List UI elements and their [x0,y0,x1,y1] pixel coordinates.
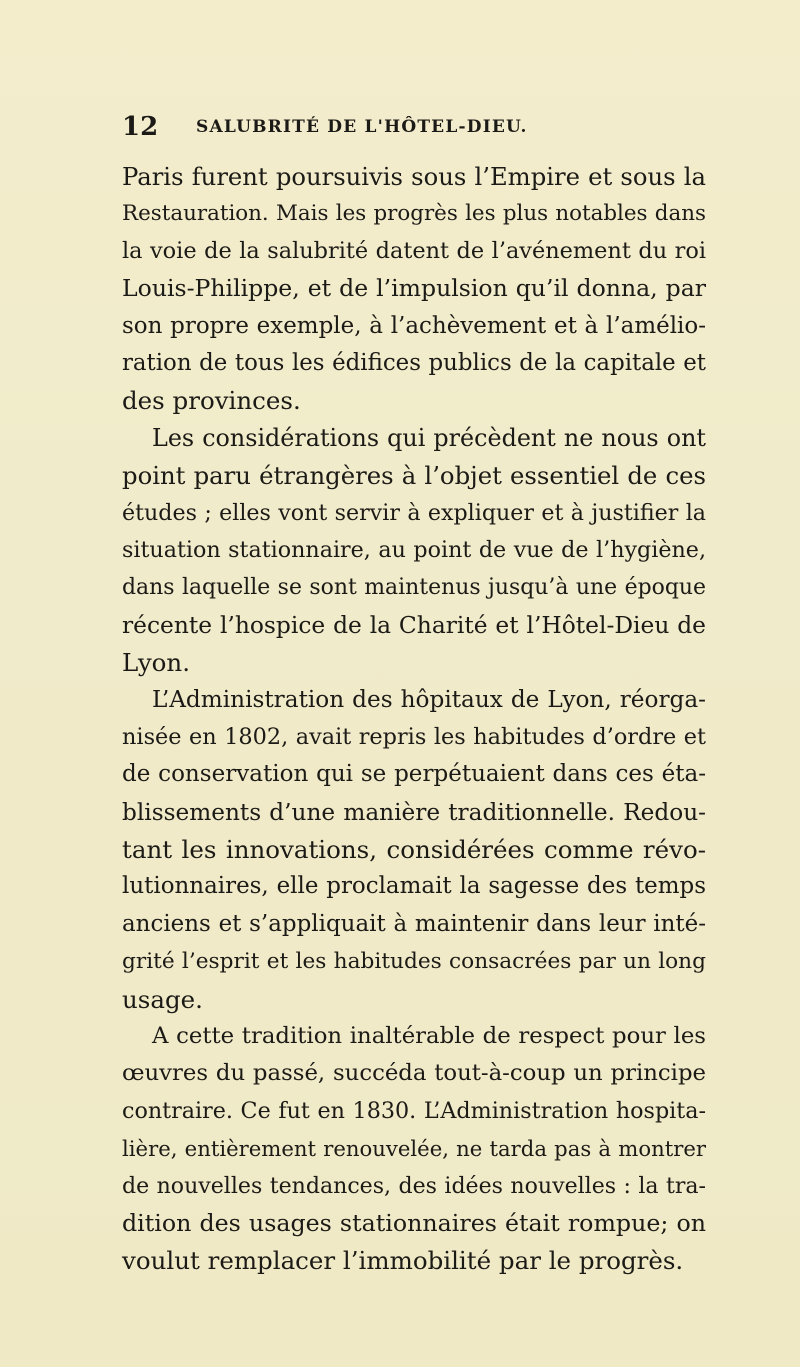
text-line: blissements d’une manière traditionnelle. Redou- [122,798,706,826]
text-line: situation stationnaire, au point de vue de l’hygiène, [122,536,706,563]
text-line: récente l’hospice de la Charité et l’Hôtel-Dieu de [122,610,706,639]
text-line: usage. [122,984,203,1014]
text-line: ration de tous les édifices publics de la capitale et [122,349,706,376]
text-line: de conservation qui se perpétuaient dans ces éta- [122,761,706,788]
text-line: Les considérations qui précèdent ne nous ont [152,423,706,452]
text-line: L’Administration des hôpitaux de Lyon, réorga- [152,686,706,714]
text-line: tant les innovations, considérées comme révo- [122,835,706,865]
running-head [122,112,702,142]
text-line: son propre exemple, à l’achèvement et à l’amélio- [122,312,706,339]
text-line: nisée en 1802, avait repris les habitudes d’ordre et [122,723,706,750]
text-line: lutionnaires, elle proclamait la sagesse des temps [122,873,706,900]
text-line: contraire. Ce fut en 1830. L’Administration hospita- [122,1097,706,1124]
body-text [122,158,706,1280]
text-line: dans laquelle se sont maintenus jusqu’à une époque [122,575,706,601]
text-line: dition des usages stationnaires était rompue; on [122,1208,706,1237]
text-line: lière, entièrement renouvelée, ne tarda pas à montrer [122,1136,706,1162]
text-line: Paris furent poursuivis sous l’Empire et sous la [122,162,706,191]
text-line: Louis-Philippe, et de l’impulsion qu’il donna, par [122,274,706,303]
text-line: Restauration. Mais les progrès les plus notables dans [122,201,706,227]
text-line: œuvres du passé, succéda tout-à-coup un principe [122,1060,706,1087]
text-line: A cette tradition inaltérable de respect pour les [152,1022,706,1049]
text-line: point paru étrangères à l’objet essentiel de ces [122,461,706,491]
text-line: Lyon. [122,648,190,678]
text-line: la voie de la salubrité datent de l’avénement du roi [122,237,706,264]
running-title: SALUBRITÉ DE L'HÔTEL-DIEU. [196,117,528,137]
text-line: des provinces. [122,386,301,416]
text-line: grité l’esprit et les habitudes consacrées par un long [122,949,706,975]
text-line: études ; elles vont servir à expliquer et à justifier la [122,499,706,526]
text-line: de nouvelles tendances, des idées nouvelles : la tra- [122,1173,706,1199]
page-number: 12 [122,112,159,142]
text-line: voulut remplacer l’immobilité par le progrès. [122,1246,684,1276]
text-line: anciens et s’appliquait à maintenir dans leur inté- [122,910,706,937]
